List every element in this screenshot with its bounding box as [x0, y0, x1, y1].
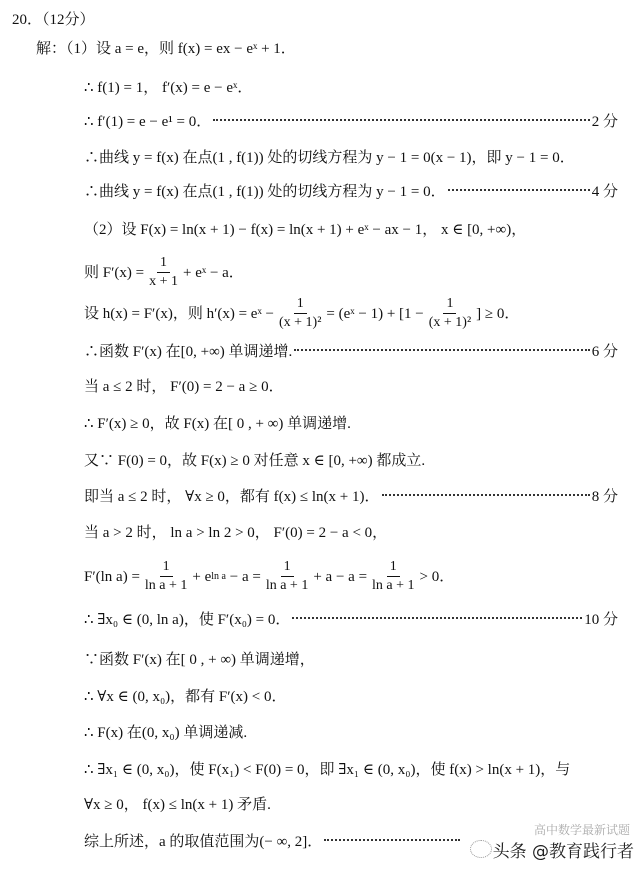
line-text: ∀x ≥ 0， f(x) ≤ ln(x + 1) 矛盾.: [84, 797, 271, 813]
solution-line: [84, 524, 387, 542]
fraction: [142, 559, 191, 594]
numerator: 1: [160, 559, 173, 577]
solution-line: [84, 761, 570, 779]
watermark-faded: 高中数学最新试题: [533, 823, 630, 837]
denominator: ln a + 1: [144, 578, 188, 593]
numerator: 1: [443, 296, 456, 314]
solution-line: [84, 688, 287, 706]
denominator: (x + 1)²: [428, 315, 472, 330]
solution-line: [84, 113, 618, 131]
wechat-logo-icon: [470, 840, 492, 858]
solution-line: [84, 651, 315, 669]
fraction: [369, 559, 418, 594]
solution-line: [84, 796, 271, 814]
solution-line: [84, 559, 454, 594]
numerator: 1: [281, 559, 294, 577]
line-text: ∴ ∃x₀ ∈ (0, ln a)，使 F′(x₀) = 0．: [84, 612, 291, 628]
line-text: （2）设 F(x) = ln(x + 1) − f(x) = ln(x + 1) + eˣ − ax − 1， x ∈ [0, +∞)，: [84, 222, 527, 238]
solution-line: [84, 488, 618, 506]
solution-line: [84, 296, 519, 331]
denominator: ln a + 1: [372, 578, 415, 593]
score-label: 10 分: [584, 612, 618, 628]
dotted-leader: [292, 617, 582, 619]
line-text: 即当 a ≤ 2 时， ∀x ≥ 0，都有 f(x) ≤ ln(x + 1)．: [84, 489, 380, 505]
line-text: > 0．: [419, 568, 455, 585]
score-label: 8 分: [591, 489, 618, 505]
score-label: 6 分: [591, 344, 618, 360]
watermark: 头条 @教育践行者: [492, 842, 634, 862]
line-text: + e: [192, 568, 212, 585]
solution-line: [84, 724, 247, 742]
line-text: 则 F′(x) =: [84, 264, 145, 281]
line-text: ∴曲线 y = f(x) 在点(1 , f(1)) 处的切线方程为 y − 1 = 0(x − 1)，即 y − 1 = 0．: [84, 150, 575, 166]
line-text: ∴ ∀x ∈ (0, x₀)，都有 F′(x) < 0．: [84, 689, 287, 705]
line-text: 当 a ≤ 2 时， F′(0) = 2 − a ≥ 0．: [84, 379, 284, 395]
solution-line: [84, 343, 618, 361]
solution-line: [84, 415, 351, 433]
line-text: ∴ ∃x₁ ∈ (0, x₀)，使 F(x₁) < F(0) = 0，即 ∃x₁ ∈ (0, x₀)，使 f(x) > ln(x + 1)，与: [84, 762, 571, 778]
numerator: 1: [387, 559, 400, 577]
line-text: 当 a > 2 时， ln a > ln 2 > 0， F′(0) = 2 − a < 0，: [84, 525, 388, 541]
dotted-leader: [294, 349, 589, 351]
line-text: ∴函数 F′(x) 在[0, +∞) 单调递增.: [84, 344, 293, 360]
dotted-leader: [382, 494, 590, 496]
numerator: 1: [157, 255, 170, 273]
dotted-leader: [448, 189, 590, 191]
line-text: ∴曲线 y = f(x) 在点(1 , f(1)) 处的切线方程为 y − 1 = 0．: [84, 184, 446, 200]
fraction: [263, 559, 312, 594]
solution-conclusion: [84, 833, 462, 851]
solution-line: [84, 611, 618, 629]
denominator: ln a + 1: [265, 578, 309, 593]
line-text: 综上所述，a 的取值范围为(− ∞, 2]．: [84, 834, 323, 850]
line-text: F′(ln a) =: [84, 568, 140, 585]
line-text: ∴ F(x) 在(0, x₀) 单调递减.: [84, 725, 248, 741]
line-text: 设 h(x) = F′(x)，则 h′(x) = eˣ −: [84, 305, 274, 322]
solution-line: [84, 149, 575, 167]
line-text: ] ≥ 0．: [476, 305, 520, 322]
line-text: = (eˣ − 1) + [1 −: [326, 305, 424, 322]
fraction: [276, 296, 324, 331]
numerator: 1: [294, 296, 307, 314]
solution-line: [84, 255, 244, 290]
line-text: + eˣ − a．: [182, 264, 244, 281]
question-number: 20．（12分）: [12, 12, 95, 28]
line-text: 解：（1）设 a = e，则 f(x) = ex − eˣ + 1．: [36, 41, 296, 57]
denominator: x + 1: [149, 274, 178, 289]
line-text: − a =: [229, 568, 261, 585]
denominator: (x + 1)²: [279, 315, 322, 330]
fraction: [426, 296, 474, 331]
line-text: + a − a =: [313, 568, 368, 585]
line-text: ∴ F′(x) ≥ 0，故 F(x) 在[ 0 , + ∞) 单调递增.: [84, 416, 351, 432]
line-text: ∴ f(1) = 1， f′(x) = e − eˣ．: [84, 80, 253, 96]
line-text: ∵函数 F′(x) 在[ 0 , + ∞) 单调递增，: [84, 652, 315, 668]
score-label: 2 分: [591, 114, 618, 130]
solution-line: [84, 79, 252, 97]
line-text: ∴ f′(1) = e − e¹ = 0．: [84, 114, 212, 130]
exponent: ln a: [211, 570, 226, 582]
solution-part2-intro: [84, 221, 526, 239]
solution-line: [84, 452, 425, 470]
line-text: 又∵ F(0) = 0，故 F(x) ≥ 0 对任意 x ∈ [0, +∞) 都成立.: [84, 453, 426, 469]
dotted-leader: [324, 839, 460, 841]
dotted-leader: [213, 119, 589, 121]
solution-line: [84, 378, 284, 396]
fraction: [146, 255, 181, 290]
score-label: 4 分: [591, 184, 618, 200]
solution-part1-intro: [36, 40, 296, 58]
solution-line: [84, 183, 618, 201]
